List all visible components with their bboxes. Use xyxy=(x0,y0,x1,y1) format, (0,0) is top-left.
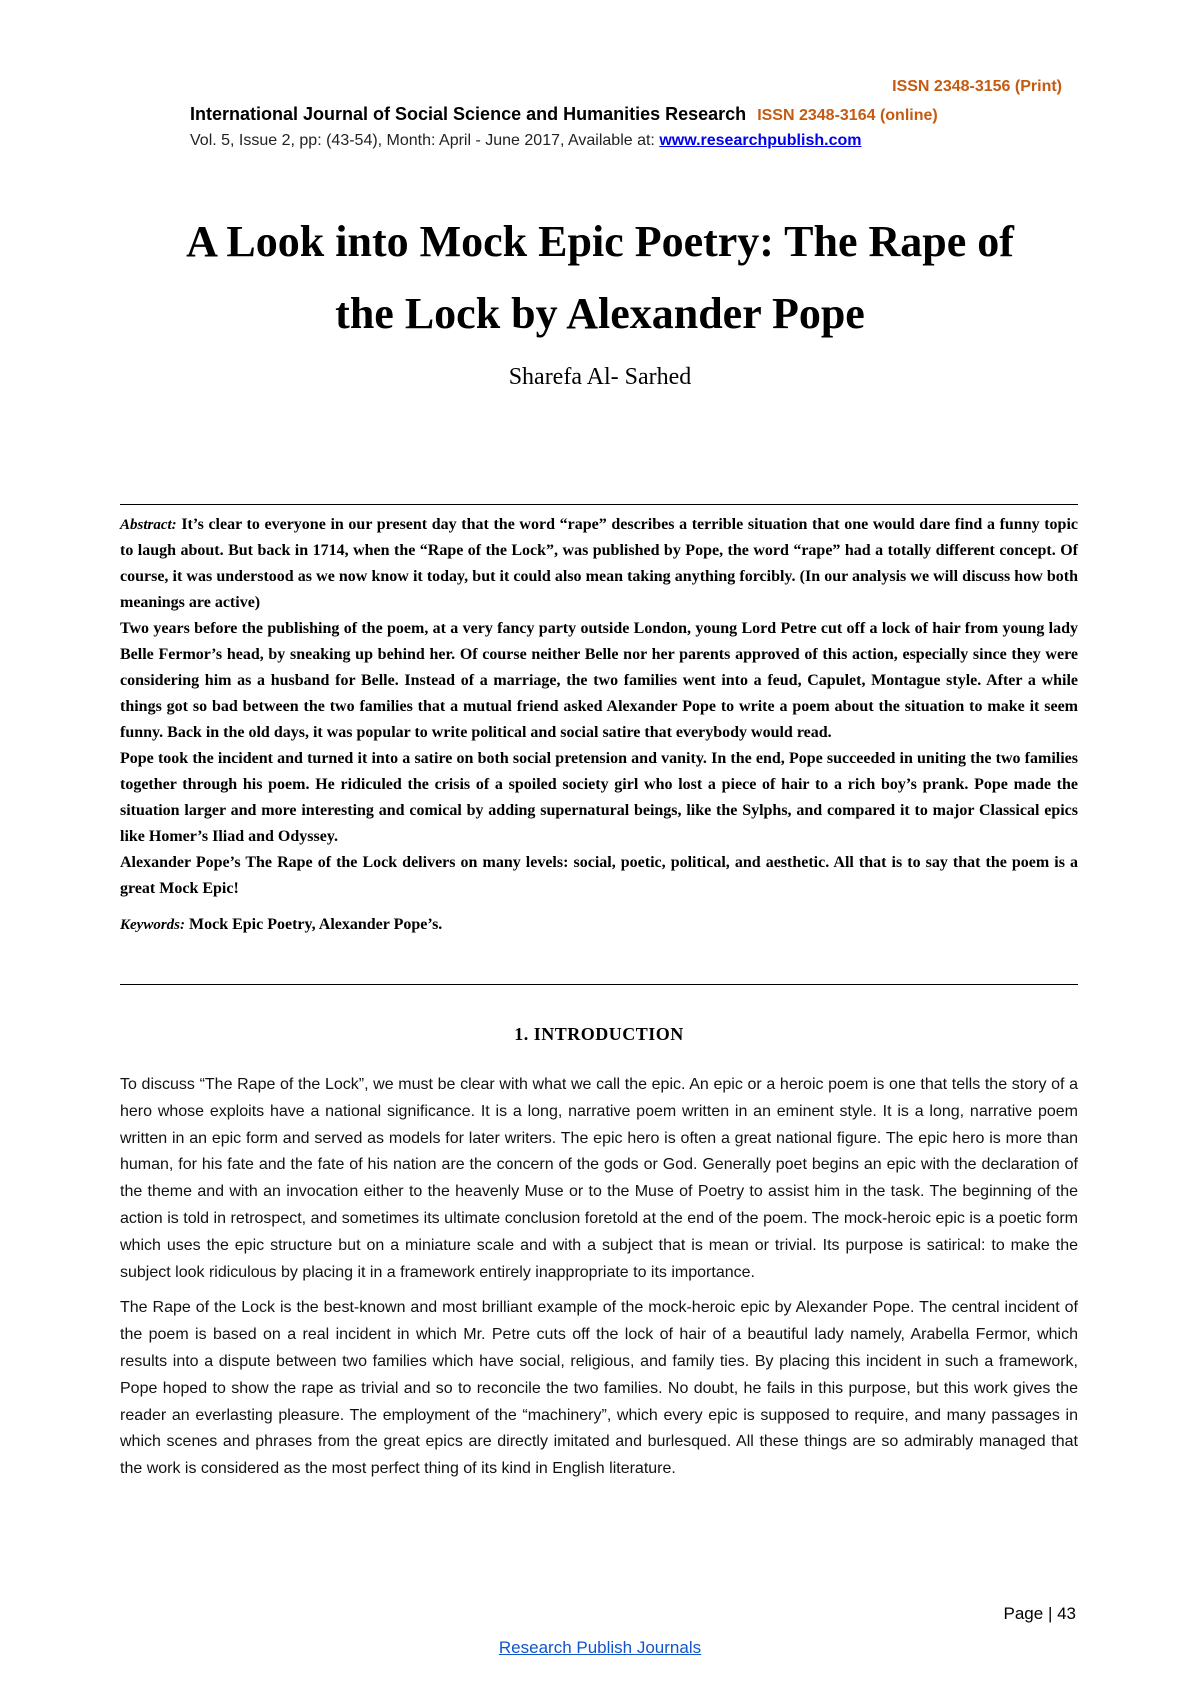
abstract-bottom-divider xyxy=(120,984,1078,985)
volume-info: Vol. 5, Issue 2, pp: (43-54), Month: April - June 2017, Available at: xyxy=(190,132,660,149)
page-number: Page | 43 xyxy=(1003,1604,1076,1623)
issn-online: ISSN 2348-3164 (online) xyxy=(757,107,938,124)
abstract-paragraph-1: Abstract: It’s clear to everyone in our present day that the word “rape” describes a terrible situation that one would dare find a funny topic to laugh about. But back in 1714, when the “Rape of the Lock”, was published by Pope, the word “rape” had a totally different concept. Of course, it was understood as we now know it today, but it could also mean taking anything forcibly. (In our analysis we will discuss how both meanings are active) xyxy=(120,516,1079,611)
issn-print: ISSN 2348-3156 (Print) xyxy=(892,78,1062,95)
footer xyxy=(0,1638,1200,1658)
abstract-paragraph-2: Two years before the publishing of the poem, at a very fancy party outside London, young Lord Petre cut off a lock of hair from young lady Belle Fermor’s head, by sneaking up behind her. Of course neither Belle nor her parents approved of this action, especially since they were considering him as a husband for Belle. Instead of a marriage, the two families went into a feud, Capulet, Montague style. After a while things got so bad between the two families that a mutual friend asked Alexander Pope to write a poem about the situation to make it seem funny. Back in the old days, it was popular to write political and social satire that everybody would read. xyxy=(120,620,1078,741)
body-paragraph-1: To discuss “The Rape of the Lock”, we must be clear with what we call the epic. An epic or a heroic poem is one that tells the story of a hero whose exploits have a national significance. It is a long, narrative poem written in an eminent style. It is a long, narrative poem written in an epic form and served as models for later writers. The epic hero is often a great national figure. The epic hero is more than human, for his fate and the fate of his nation are the concern of the gods or God. Generally poet begins an epic with the declaration of the theme and with an invocation either to the heavenly Muse or to the Muse of Poetry to assist him in the task. The beginning of the action is told in retrospect, and sometimes its ultimate conclusion foretold at the end of the poem. The mock-heroic epic is a poetic form which uses the epic structure but on a miniature scale and with a subject that is mean or trivial. Its purpose is satirical: to make the subject look ridiculous by placing it in a framework entirely inappropriate to its importance. xyxy=(120,1076,1078,1281)
volume-info-line xyxy=(190,132,861,150)
abstract-paragraph-4: Alexander Pope’s The Rape of the Lock delivers on many levels: social, poetic, political, and aesthetic. All that is to say that the poem is a great Mock Epic! xyxy=(120,854,1078,897)
title-line-2: the Lock by Alexander Pope xyxy=(335,289,865,338)
keywords-label: Keywords: xyxy=(120,917,185,933)
abstract-label: Abstract: xyxy=(120,517,177,533)
abstract-top-divider xyxy=(120,504,1078,505)
title-line-1: A Look into Mock Epic Poetry: The Rape of xyxy=(186,217,1014,266)
publisher-link[interactable]: Research Publish Journals xyxy=(498,1638,702,1657)
author-name: Sharefa Al- Sarhed xyxy=(508,364,692,390)
article-title xyxy=(120,206,1080,350)
abstract-block xyxy=(120,512,1078,938)
keywords xyxy=(120,912,1078,938)
journal-header xyxy=(190,104,938,125)
section-heading-introduction: 1. INTRODUCTION xyxy=(514,1024,684,1044)
introduction-body xyxy=(120,1072,1078,1492)
abstract-paragraph-3: Pope took the incident and turned it into a satire on both social pretension and vanity. In the end, Pope succeeded in uniting the two families together through his poem. He ridiculed the crisis of a spoiled society girl who lost a piece of hair to a rich boy’s prank. Pope made the situation larger and more interesting and comical by adding supernatural beings, like the Sylphs, and compared it to major Classical epics like Homer’s Iliad and Odyssey. xyxy=(120,750,1078,845)
journal-name: International Journal of Social Science and Humanities Research xyxy=(190,104,747,124)
body-paragraph-2: The Rape of the Lock is the best-known and most brilliant example of the mock-heroic epic by Alexander Pope. The central incident of the poem is based on a real incident in which Mr. Petre cuts off the lock of hair of a beautiful lady namely, Arabella Fermor, which results into a dispute between two families which have social, religious, and family ties. By placing this incident in such a framework, Pope hoped to show the rape as trivial and so to reconcile the two families. No doubt, he fails in this purpose, but this work gives the reader an everlasting pleasure. The employment of the “machinery”, which every epic is supposed to require, and many passages in which scenes and phrases from the great epics are directly imitated and burlesqued. All these things are so admirably managed that the work is considered as the most perfect thing of its kind in English literature. xyxy=(120,1299,1078,1478)
keywords-text: Mock Epic Poetry, Alexander Pope’s. xyxy=(189,916,443,933)
website-link[interactable]: www.researchpublish.com xyxy=(659,132,862,149)
